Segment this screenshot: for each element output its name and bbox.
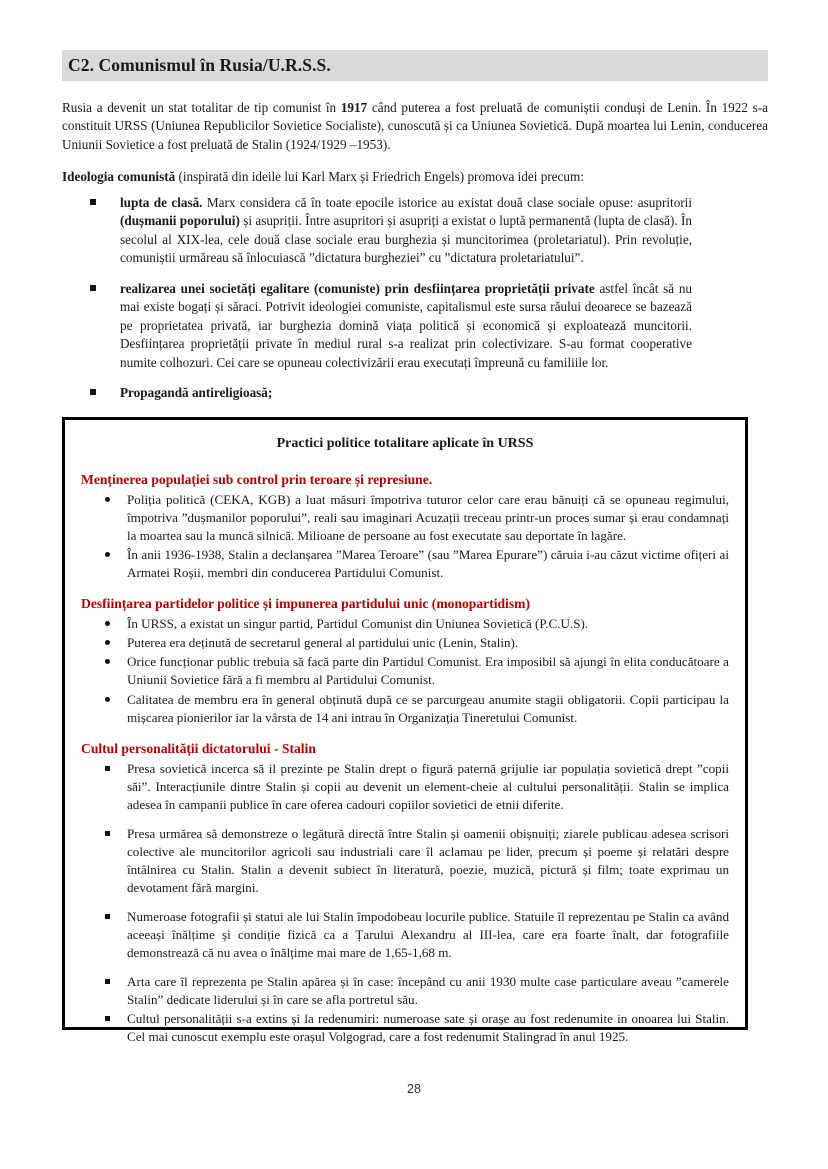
list-item: [81, 1010, 729, 1046]
box-title: Practici politice totalitare aplicate în URSS: [276, 436, 534, 451]
list-item: [81, 825, 729, 897]
list-item: [81, 653, 729, 689]
dot-bullet-icon: [105, 640, 110, 645]
ideology-item-0-text-a: Marx considera că în toate epocile istorice au existat două clase sociale opuse: asupritorii: [202, 195, 693, 210]
list-item: [81, 546, 729, 582]
dot-bullet-icon: [105, 621, 110, 626]
ideology-item-1-text-a: astfel încât să nu mai existe bogați și săraci. Potrivit ideologiei comuniste, capitalismul este sursa răului deoarece se bazează pe proprietatea privată, iar burghezia domină viața politică și economică și exploatează muncitorii. Desființarea proprietății private în mediul rural s-a realizat prin colectivizare. S-au format cooperative numite colhozuri. Cei care se opuneau colectivizării erau executați împreună cu familiile lor.: [120, 280, 693, 370]
ideology-item-0-bold: lupta de clasă.: [120, 195, 203, 210]
square-bullet-icon: [105, 979, 110, 984]
box-section-1-list: [81, 615, 729, 726]
intro-text-part2: când puterea a fost preluată de comuniștii conduși de Lenin. În 1922 s-a constituit URSS (Uniunea Republicilor Sovietice Socialiste), cunoscută și ca Uniunea Sovietică. După moartea lui Lenin, conducerea Uniunii Sovietice a fost preluată de Stalin (1924/1929 –1953).: [62, 100, 768, 152]
list-item-text: În URSS, a existat un singur partid, Partidul Comunist din Uniunea Sovietică (P.C.U.S).: [127, 616, 589, 632]
box-section-heading: Menținerea populației sub control prin teroare și represiune.: [81, 472, 433, 487]
list-item: [81, 973, 729, 1009]
list-item: [81, 908, 729, 962]
page-number: 28: [407, 1082, 421, 1096]
list-item: [62, 194, 692, 268]
square-bullet-icon: [90, 389, 96, 395]
list-item: [81, 634, 729, 652]
ideology-lead: [62, 168, 768, 186]
box-section-personality-cult: [81, 741, 729, 1047]
list-item-text: Presa sovietică incerca să il prezinte pe Stalin drept o figură paternă grijulie iar populația sovietică drept ”copii săi”. Interacțiunile dintre Stalin și copii au devenit un element-cheie al cultului personalității. Stalin se implica adesea în campanii publice în care oferea cadouri copiilor sovietici de etnii diferite.: [127, 760, 729, 812]
ideology-item-0-text-b: și asupriții. Între asupritori și asupriți a existat o luptă permanentă (lupta de clasă). În secolul al XIX-lea, cele două clase sociale erau burghezia și muncitorimea (proletariatul). Prin revoluție, comuniștii urmăreau să înlocuiască ”dictatura burgheziei” cu ”dictatura proletariatului”.: [120, 213, 692, 266]
totalitarian-practices-box: [62, 417, 748, 1045]
box-section-2-list: [81, 760, 729, 1047]
square-bullet-icon: [105, 831, 110, 836]
intro-paragraph: [62, 99, 768, 154]
list-item-text: Numeroase fotografii și statui ale lui Stalin împodobeau locurile publice. Statuile îl reprezentau pe Stalin ca având aceeași înălțime și condiție fizică ca a Țarului Alexandru al III-lea, care era foarte înalt, dar fotografiile demonstrează că nu avea o înălțime mai mare de 1,65-1,68 m.: [127, 909, 729, 961]
list-item-text: Presa urmărea să demonstreze o legătură directă între Stalin și oamenii obișnuiți; ziarele publicau adesea scrisori colective ale muncitorilor agricoli sau industriali care îl aclamau pe lider, precum și poeme și relatări despre întâlnirea cu Stalin. Stalin a devenit subiect în literatură, poezie, muzică, pictură și film; toate exprimau un devotament fără margini.: [127, 825, 729, 896]
list-item-text: Poliția politică (CEKA, KGB) a luat măsuri împotriva tuturor celor care erau bănuiți că se opuneau regimului, împotriva ”dușmanilor poporului”, reali sau imaginari Acuzații treceau printr-un proces sumar și erau condamnați la moartea sau la muncă silnică. Milioane de persoane au fost executate sau deportate în lagăre.: [127, 491, 729, 544]
ideology-lead-rest: (inspirată din ideile lui Karl Marx și Friedrich Engels) promova idei precum:: [175, 168, 584, 184]
square-bullet-icon: [90, 199, 96, 205]
box-section-heading: Desființarea partidelor politice și impunerea partidului unic (monopartidism): [81, 596, 530, 612]
list-item: [81, 691, 729, 727]
intro-year: 1917: [340, 100, 368, 116]
list-item-text: Arta care îl reprezenta pe Stalin apărea și în case: începând cu anii 1930 multe case particulare aveau ”camerele Stalin” dedicate liderului și în care se afla portretul său.: [127, 974, 729, 1008]
box-inner: [65, 420, 745, 1058]
box-section-terror: [81, 472, 729, 582]
list-item-text: Calitatea de membru era în general obținută după ce se parcurgeau anumite stagii obligatorii. Copii participau la mișcarea pionierilor iar la vârsta de 14 ani intrau în Organizația Tineretului Comunist.: [127, 691, 729, 725]
section-heading-band: [62, 50, 768, 81]
list-item-text: Puterea era deținută de secretarul general al partidului unic (Lenin, Stalin).: [127, 635, 519, 651]
intro-text-part1: Rusia a devenit un stat totalitar de tip comunist în: [62, 100, 341, 116]
dot-bullet-icon: [105, 552, 110, 557]
ideology-list: [62, 194, 692, 403]
list-item: [62, 280, 692, 372]
dot-bullet-icon: [105, 659, 110, 664]
square-bullet-icon: [105, 914, 110, 919]
ideology-item-0-bold2: (dușmanii poporului): [120, 213, 240, 229]
ideology-lead-bold: Ideologia comunistă: [62, 168, 176, 184]
list-item: [81, 615, 729, 633]
dot-bullet-icon: [105, 497, 110, 502]
ideology-item-2-bold: Propagandă antireligioasă;: [120, 385, 273, 401]
square-bullet-icon: [105, 1016, 110, 1021]
box-section-heading: Cultul personalității dictatorului - Stalin: [81, 740, 316, 756]
square-bullet-icon: [90, 285, 96, 291]
list-item-text: Cultul personalității s-a extins și la redenumiri: numeroase sate și orașe au fost redenumite in onoarea lui Stalin. Cel mai cunoscut exemplu este orașul Volgograd, care a fost redenumit Stalingrad în anul 1925.: [127, 1011, 729, 1045]
page-title: C2. Comunismul în Rusia/U.R.S.S.: [68, 55, 331, 75]
square-bullet-icon: [105, 766, 110, 771]
ideology-item-1-bold: realizarea unei societăți egalitare (comuniste) prin desființarea proprietății private: [120, 280, 595, 296]
dot-bullet-icon: [105, 697, 110, 702]
box-section-single-party: [81, 596, 729, 726]
box-section-0-list: [81, 491, 729, 582]
list-item-text: Orice funcționar public trebuia să facă parte din Partidul Comunist. Era imposibil să ajungi în elita conducătoare a Uniunii Sovietice fără a fi membru al Partidului Comunist.: [127, 654, 729, 688]
list-item: [81, 760, 729, 814]
list-item: [62, 384, 692, 402]
document-content: [62, 50, 768, 403]
list-item: [81, 491, 729, 545]
list-item-text: În anii 1936-1938, Stalin a declanșarea ”Marea Teroare” (sau ”Marea Epurare”) căruia i-au căzut victime ofițeri ai Armatei Roșii, membri din conducerea Partidului Comunist.: [127, 547, 729, 581]
